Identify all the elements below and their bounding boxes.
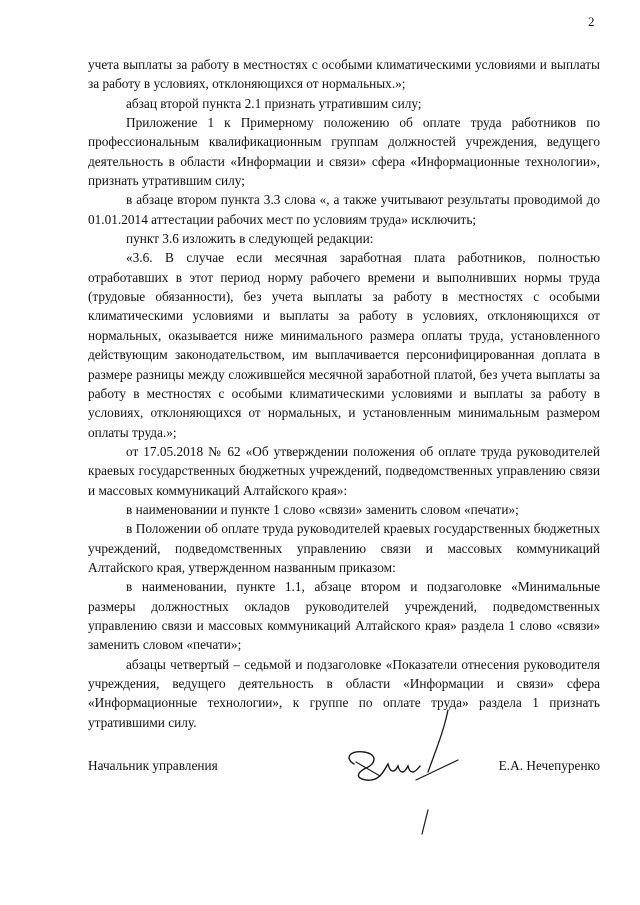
paragraph: «3.6. В случае если месячная заработная плата работников, полностью отработавших в этот период норму рабочего времени и выполнивших нормы труда (трудовые обязанности), без учета выплаты за работу в местностях с особыми климатическими условиями и выплаты за работу в условиях, отклоняющихся от нормальных, оказывается ниже минимального размера оплаты труда, установленного действующим законодательством, им выплачивается персонифицированная доплата в размере разницы между сложившейся месячной заработной платой, без учета выплаты за работу в местностях с особыми климатическими условиями и выплаты за работу в условиях, отклоняющихся от нормальных, и установленным минимальным размером оплаты труда.»; — [88, 250, 600, 440]
paragraph: пункт 3.6 изложить в следующей редакции: — [126, 231, 374, 247]
paragraph: от 17.05.2018 № 62 «Об утверждении положения об оплате труда руководителей краевых государственных бюджетных учреждений, подведомственных управлению связи и массовых коммуникаций Алтайского края»: — [88, 443, 600, 498]
paragraph: абзац второй пункта 2.1 признать утратившим силу; — [126, 95, 422, 111]
paragraph: в Положении об оплате труда руководителей краевых государственных бюджетных учреждений, подведомственных управлению связи и массовых коммуникаций Алтайского края, утвержденном названным приказом: — [88, 521, 600, 575]
signatory-title: Начальник управления — [88, 758, 218, 773]
paragraph: в наименовании и пункте 1 слово «связи» заменить словом «печати»; — [126, 501, 519, 517]
document-body — [88, 55, 600, 732]
paragraph: в абзаце втором пункта 3.3 слова «, а также учитывают результаты проводимой до 01.01.2014 аттестации рабочих мест по условиям труда» исключить; — [88, 192, 600, 227]
paragraph: учета выплаты за работу в местностях с особыми климатическими условиями и выплаты за работу в условиях, отклоняющихся от нормальных.»; — [88, 57, 600, 92]
page-number: 2 — [588, 14, 595, 29]
paragraph: Приложение 1 к Примерному положению об оплате труда работников по профессиональным квалификационным группам должностей учреждения, ведущего деятельность в области «Информации и связи» сфера «Информационные технологии», признать утратившим силу; — [88, 115, 600, 189]
signatory-name: Е.А. Нечепуренко — [498, 758, 600, 773]
paragraph: в наименовании, пункте 1.1, абзаце втором и подзаголовке «Минимальные размеры должностных окладов руководителей учреждений, подведомственных управлению связи и массовых коммуникаций Алтайского края» раздела 1 слово «связи» заменить словом «печати»; — [88, 579, 600, 653]
paragraph: абзацы четвертый – седьмой и подзаголовке «Показатели отнесения руководителя учреждения, ведущего деятельность в области «Информации и связи» сфера «Информационные технологии», к группе по оплате труда» раздела 1 признать утратившими силу. — [88, 656, 600, 730]
handwritten-signature — [336, 700, 466, 840]
signature-block — [88, 700, 600, 850]
